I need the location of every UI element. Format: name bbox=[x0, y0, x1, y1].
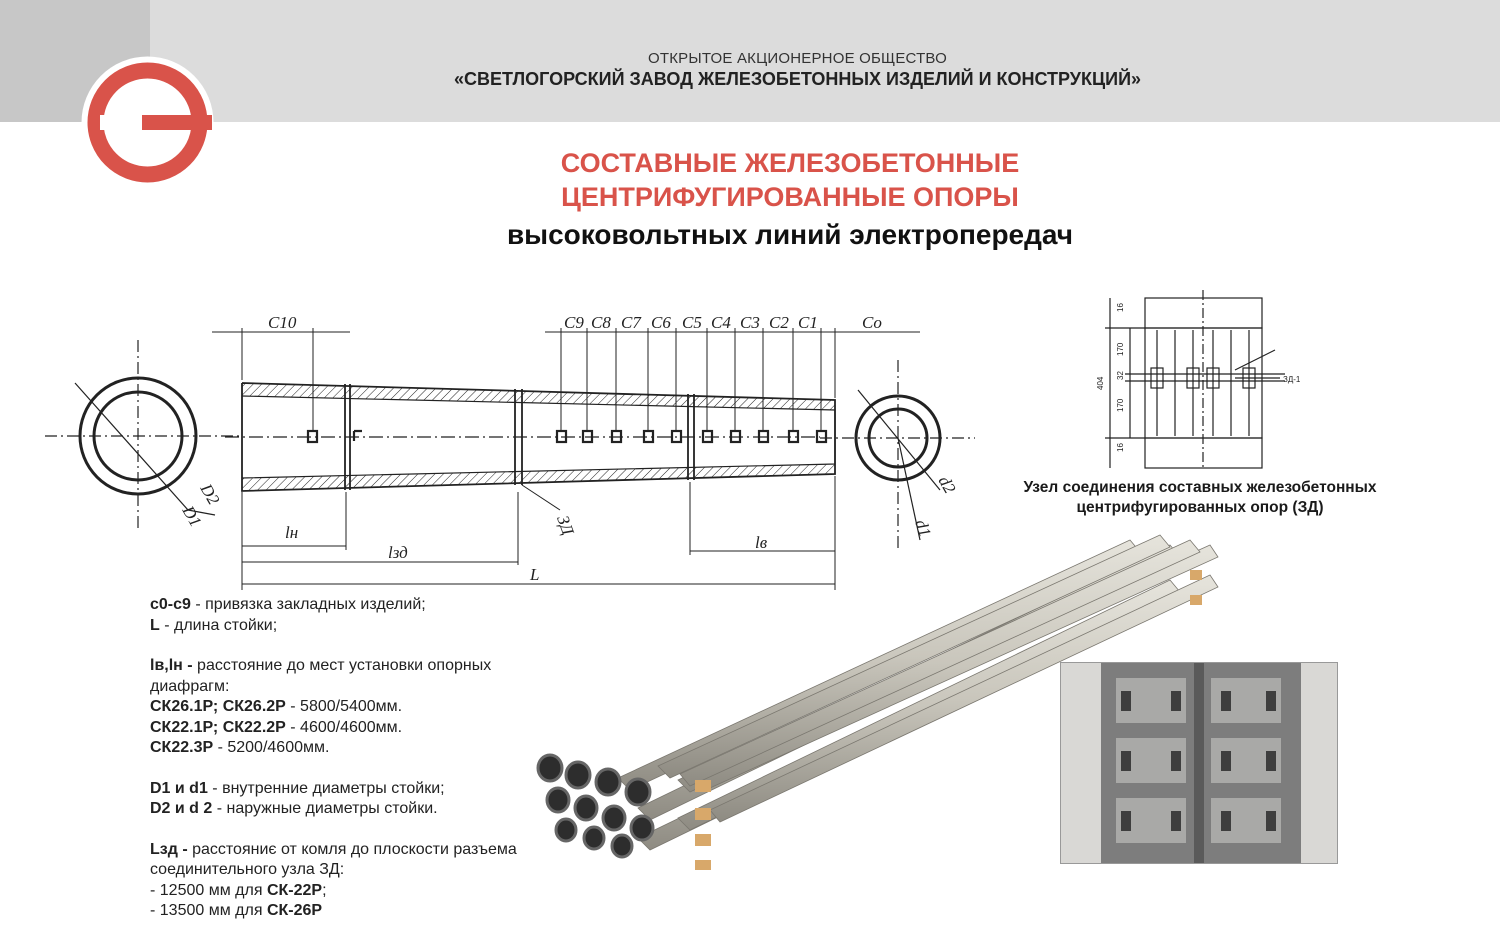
label-ln: lн bbox=[285, 523, 299, 542]
node-dim-5: 16 bbox=[1116, 443, 1125, 452]
label-c1: C1 bbox=[798, 313, 818, 332]
label-D1: D1 bbox=[178, 502, 206, 530]
connection-node-drawing bbox=[1085, 290, 1325, 475]
label-d2: d2 bbox=[934, 472, 960, 497]
label-c6: C6 bbox=[651, 313, 671, 332]
label-zd: ЗД bbox=[553, 512, 578, 538]
label-c9: C9 bbox=[564, 313, 584, 332]
label-lv: lв bbox=[755, 533, 768, 552]
node-caption-line2: центрифугированных опор (ЗД) bbox=[1076, 499, 1324, 516]
node-caption-line1: Узел соединения составных железобетонных bbox=[1023, 479, 1377, 496]
title-line-1: СОСТАВНЫЕ ЖЕЛЕЗОБЕТОННЫЕ bbox=[560, 148, 1020, 178]
page-title-block bbox=[390, 146, 1190, 256]
legend-text bbox=[150, 595, 570, 922]
legend-sk22: СК22.1Р; СК22.2Р - 4600/4600мм. bbox=[150, 718, 403, 736]
legend-c: c0-c9 - привязка закладных изделий; bbox=[150, 596, 426, 613]
node-dim-2: 170 bbox=[1116, 342, 1125, 356]
label-L: L bbox=[530, 565, 540, 584]
company-logo bbox=[80, 55, 215, 190]
legend-L: L - длина стойки; bbox=[150, 616, 278, 634]
label-lzd: lзд bbox=[388, 543, 408, 562]
legend-d1: D1 и d1 - внутренние диаметры стойки; bbox=[150, 779, 445, 797]
label-c2: C2 bbox=[769, 313, 789, 332]
label-c5: C5 bbox=[682, 313, 702, 332]
company-title: «СВЕТЛОГОРСКИЙ ЗАВОД ЖЕЛЕЗОБЕТОННЫХ ИЗДЕЛИЙ И КОНСТРУКЦИЙ» bbox=[453, 69, 1142, 89]
node-dim-4: 170 bbox=[1116, 398, 1125, 412]
legend-sk26: СК26.1Р; СК26.2Р - 5800/5400мм. bbox=[150, 698, 403, 715]
legend-lzd: Lзд - расстояниє от комля до плоскости разъема соединительного узла ЗД: bbox=[150, 840, 517, 878]
label-c7: C7 bbox=[621, 313, 641, 332]
company-name bbox=[0, 50, 1500, 90]
legend-l: lв,lн - расстояние до мест установки опорных диафрагм: bbox=[150, 657, 492, 695]
title-line-2: ЦЕНТРИФУГИРОВАННЫЕ ОПОРЫ bbox=[561, 182, 1019, 212]
label-D2: D2 bbox=[196, 480, 224, 508]
label-c3: C3 bbox=[740, 313, 760, 332]
title-line-3: высоковольтных линий электропередач bbox=[506, 219, 1074, 250]
node-zd-label: ЗД-1 bbox=[1283, 375, 1301, 384]
legend-item1: - 12500 мм для СК-22Р; bbox=[150, 881, 327, 899]
node-dim-total: 404 bbox=[1096, 376, 1105, 390]
label-d1: d1 bbox=[911, 516, 935, 540]
node-photo-inset bbox=[1060, 662, 1338, 864]
node-dim-3: 32 bbox=[1116, 371, 1125, 380]
legend-item2: - 13500 мм для СК-26Р bbox=[150, 902, 323, 919]
label-c4: C4 bbox=[711, 313, 731, 332]
legend-d2: D2 и d 2 - наружные диаметры стойки. bbox=[150, 800, 438, 817]
node-caption bbox=[985, 478, 1415, 518]
label-c0: Co bbox=[862, 313, 882, 332]
label-c10: C10 bbox=[268, 313, 297, 332]
label-c8: C8 bbox=[591, 313, 611, 332]
company-type: ОТКРЫТОЕ АКЦИОНЕРНОЕ ОБЩЕСТВО bbox=[647, 50, 948, 67]
legend-sk223: СК22.3Р - 5200/4600мм. bbox=[150, 739, 330, 756]
node-dim-1: 16 bbox=[1116, 303, 1125, 312]
